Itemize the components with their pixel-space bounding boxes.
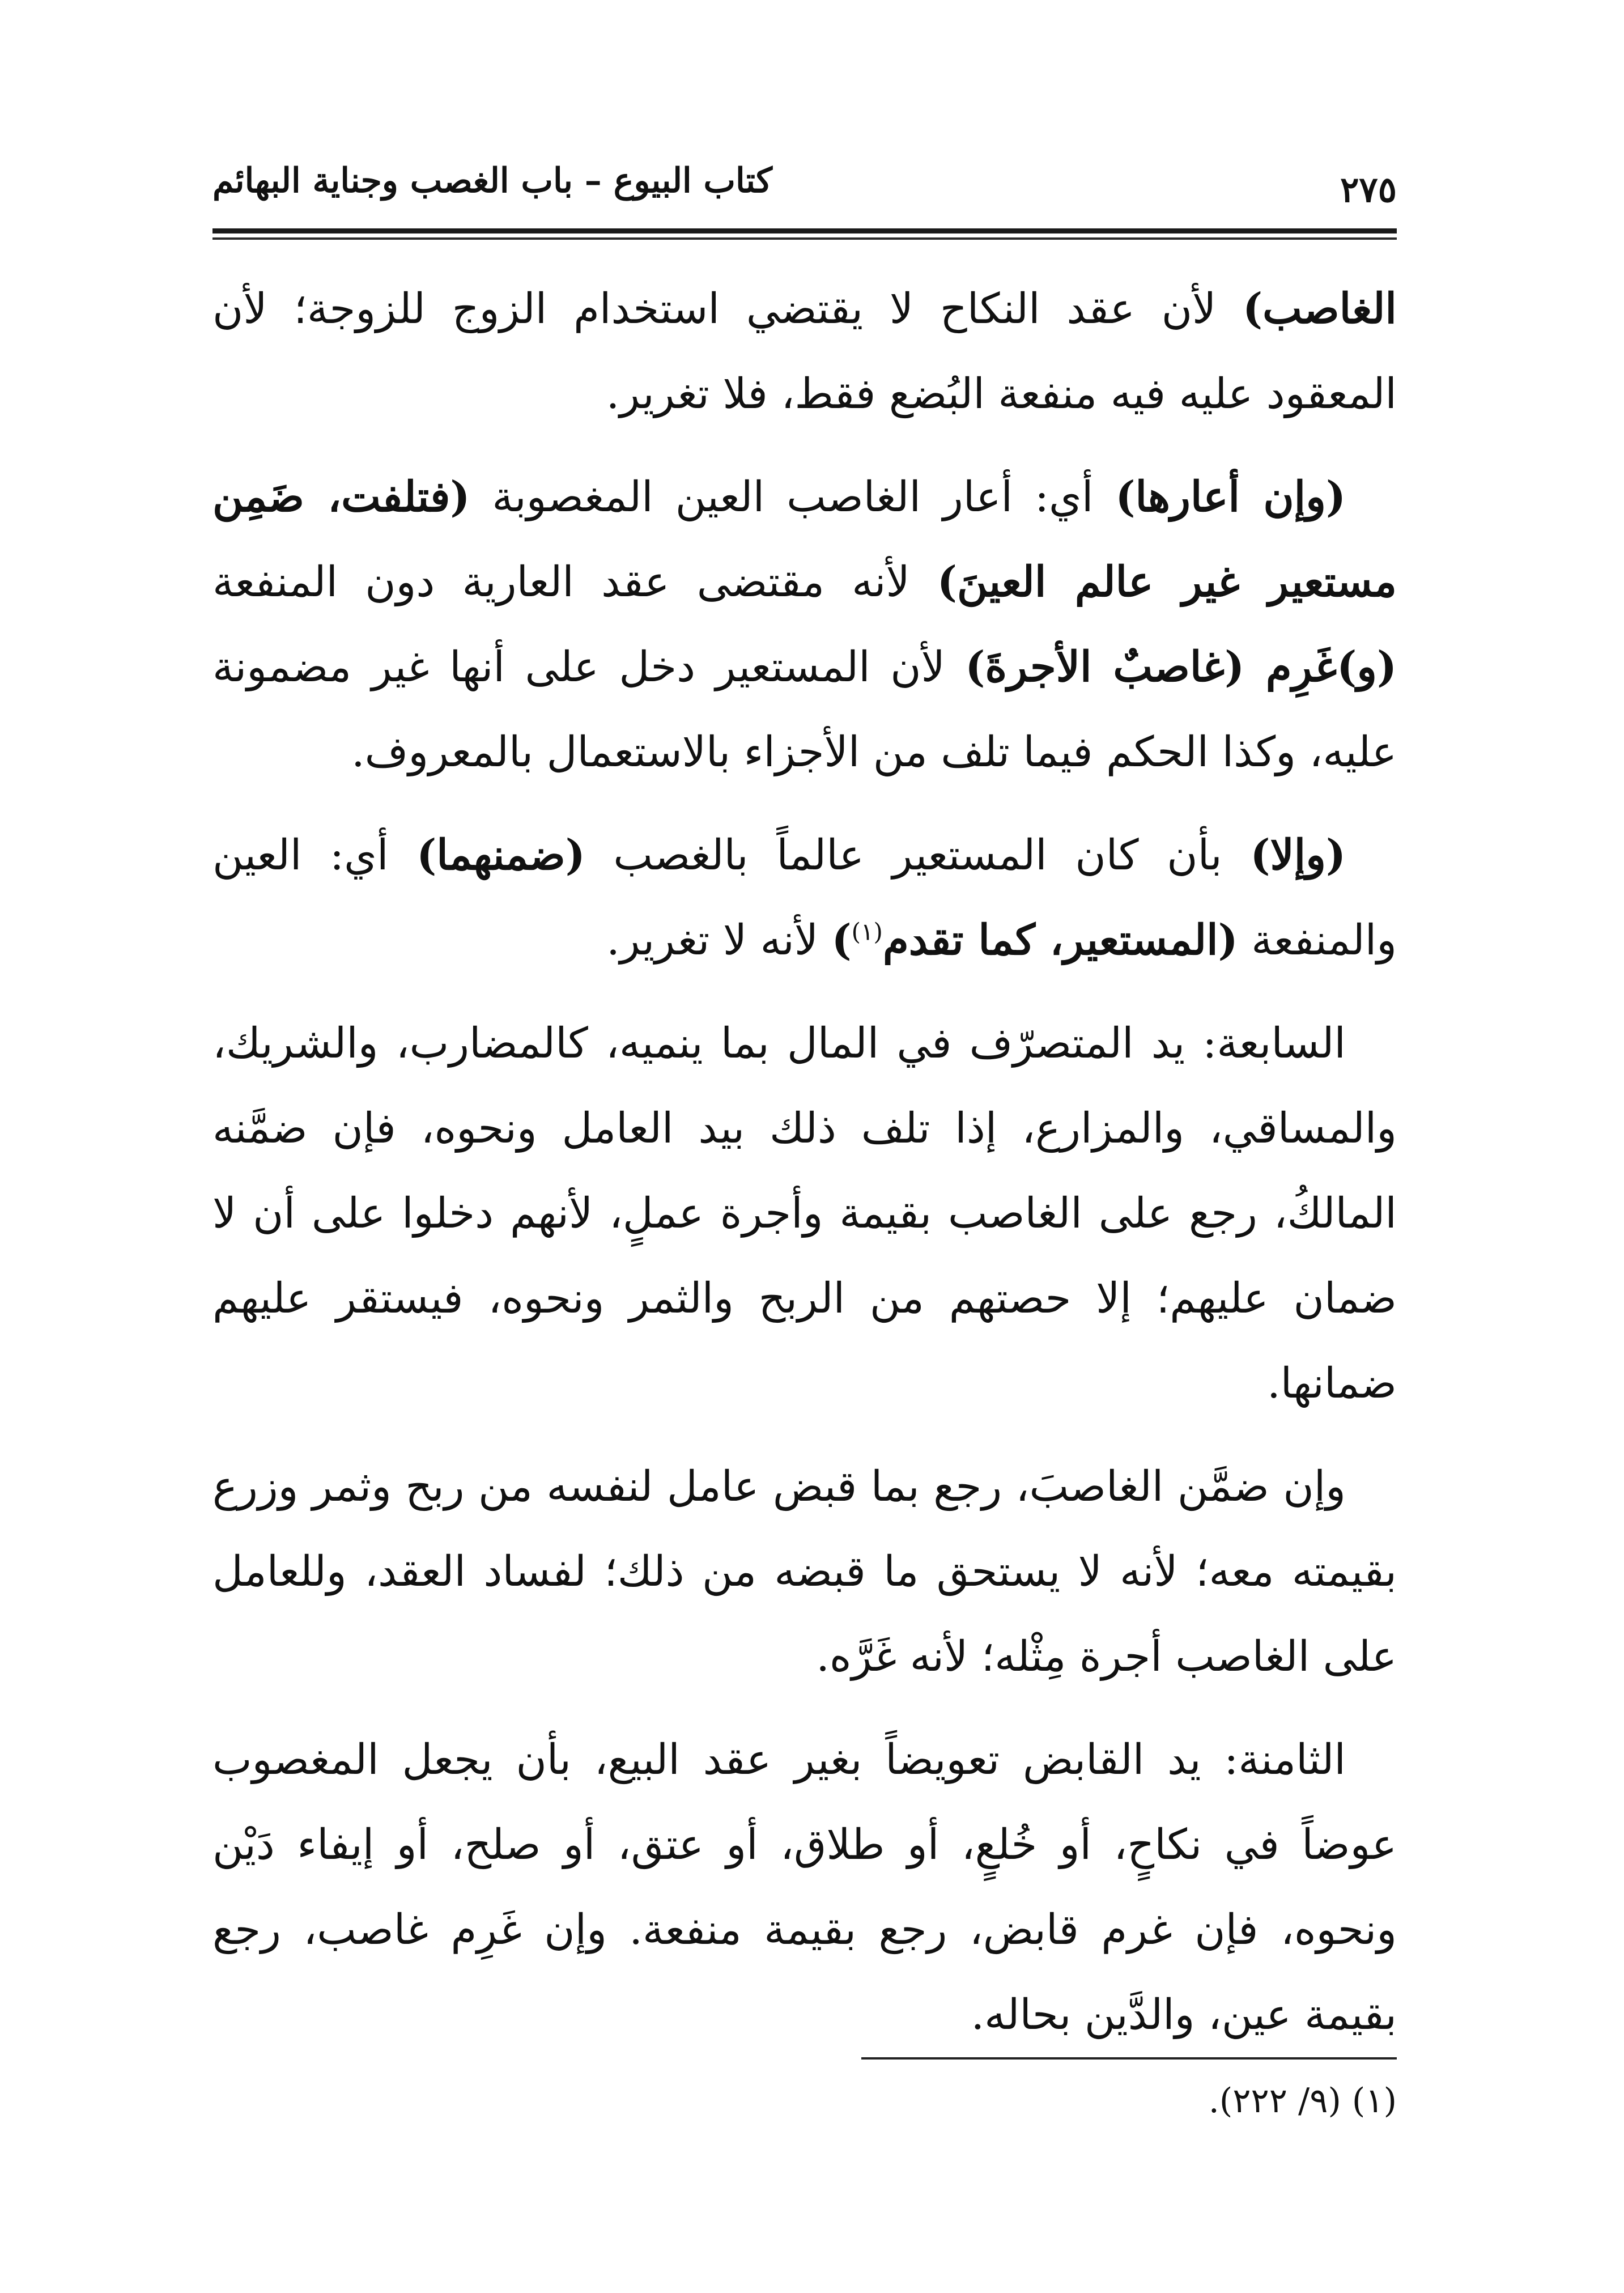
paragraph-2 <box>212 455 1397 795</box>
paragraph-run: أي: أعار الغاصب العين المغصوبة <box>470 473 1116 521</box>
paragraph-run: أي: العين والمنفعة <box>212 831 1397 965</box>
paragraph-run: السابعة: يد المتصرّف في المال بما ينميه، كالمضارب، والشريك، والمساقي، والمزارع، إذا تلف ذلك بيد العامل ونحوه، فإن ضمَّنه المالكُ، رجع على الغاصب بقيمة وأجرة عملٍ، لأنهم دخلوا على أن لا ضمان عليهم؛ إلا حصتهم من الربح والثمر ونحوه، فيستقر عليهم ضمانها. <box>212 1019 1397 1408</box>
paragraph-run: الغاصب) <box>1243 284 1397 333</box>
page-header <box>212 153 1397 221</box>
paragraph-run: بأن كان المستعير عالماً بالغصب <box>585 831 1251 880</box>
paragraph-4 <box>212 1001 1397 1426</box>
paragraph-run: (وإن أعارها) <box>1115 473 1346 521</box>
paragraph-run: (المستعير، كما تقدم <box>882 916 1238 965</box>
paragraph-5 <box>212 1444 1397 1699</box>
paragraph-run: لأن المستعير دخل على أنها غير مضمونة عليه، وكذا الحكم فيما تلف من الأجزاء بالاستعمال بالمعروف. <box>212 643 1397 776</box>
paragraph-run: وإن ضمَّن الغاصبَ، رجع بما قبض عامل لنفسه من ربح وثمر وزرع بقيمته معه؛ لأنه لا يستحق ما قبضه من ذلك؛ لفساد العقد، وللعامل على الغاصب أجرة مِثْله؛ لأنه غَرَّه. <box>212 1462 1397 1681</box>
paragraph-6 <box>212 1717 1397 2057</box>
paragraph-run: لأن عقد النكاح لا يقتضي استخدام الزوج للزوجة؛ لأن المعقود عليه فيه منفعة البُضع فقط، فلا تغرير. <box>212 284 1397 418</box>
header-rule-thin <box>212 237 1397 240</box>
header-rule-thick <box>212 228 1397 233</box>
running-title: كتاب البيوع – باب الغصب وجناية البهائم <box>212 161 772 201</box>
footnote: (١) (٩/ ٢٢٢). <box>1208 2081 1397 2121</box>
paragraph-run: (وإلا) <box>1250 831 1346 880</box>
paragraph-run: ) <box>831 916 852 965</box>
paragraph-run: (ضمنهما) <box>416 831 585 880</box>
paragraph-run: (فتلفت، ضَمِن مستعير غير عالم العينَ) <box>212 473 1397 606</box>
paragraph-run: (و)غَرِم (غاصبٌ الأجرةَ) <box>965 643 1397 691</box>
paragraph-3 <box>212 813 1397 983</box>
page-number: ٢٧٥ <box>1340 169 1397 210</box>
footnote-separator <box>861 2057 1397 2060</box>
paragraph-run: لأنه لا تغرير. <box>606 916 832 965</box>
main-text <box>212 266 1397 2075</box>
footnote-marker: (١) <box>851 918 883 946</box>
paragraph-run: الثامنة: يد القابض تعويضاً بغير عقد البيع، بأن يجعل المغصوب عوضاً في نكاحٍ، أو خُلعٍ، أو طلاق، أو عتق، أو صلح، أو إيفاء دَيْن ونحوه، فإن غرم قابض، رجع بقيمة منفعة. وإن غَرِم غاصب، رجع بقيمة عين، والدَّين بحاله. <box>212 1735 1397 2039</box>
paragraph-run: لأنه مقتضى عقد العارية دون المنفعة <box>212 558 937 606</box>
paragraph-1 <box>212 266 1397 436</box>
